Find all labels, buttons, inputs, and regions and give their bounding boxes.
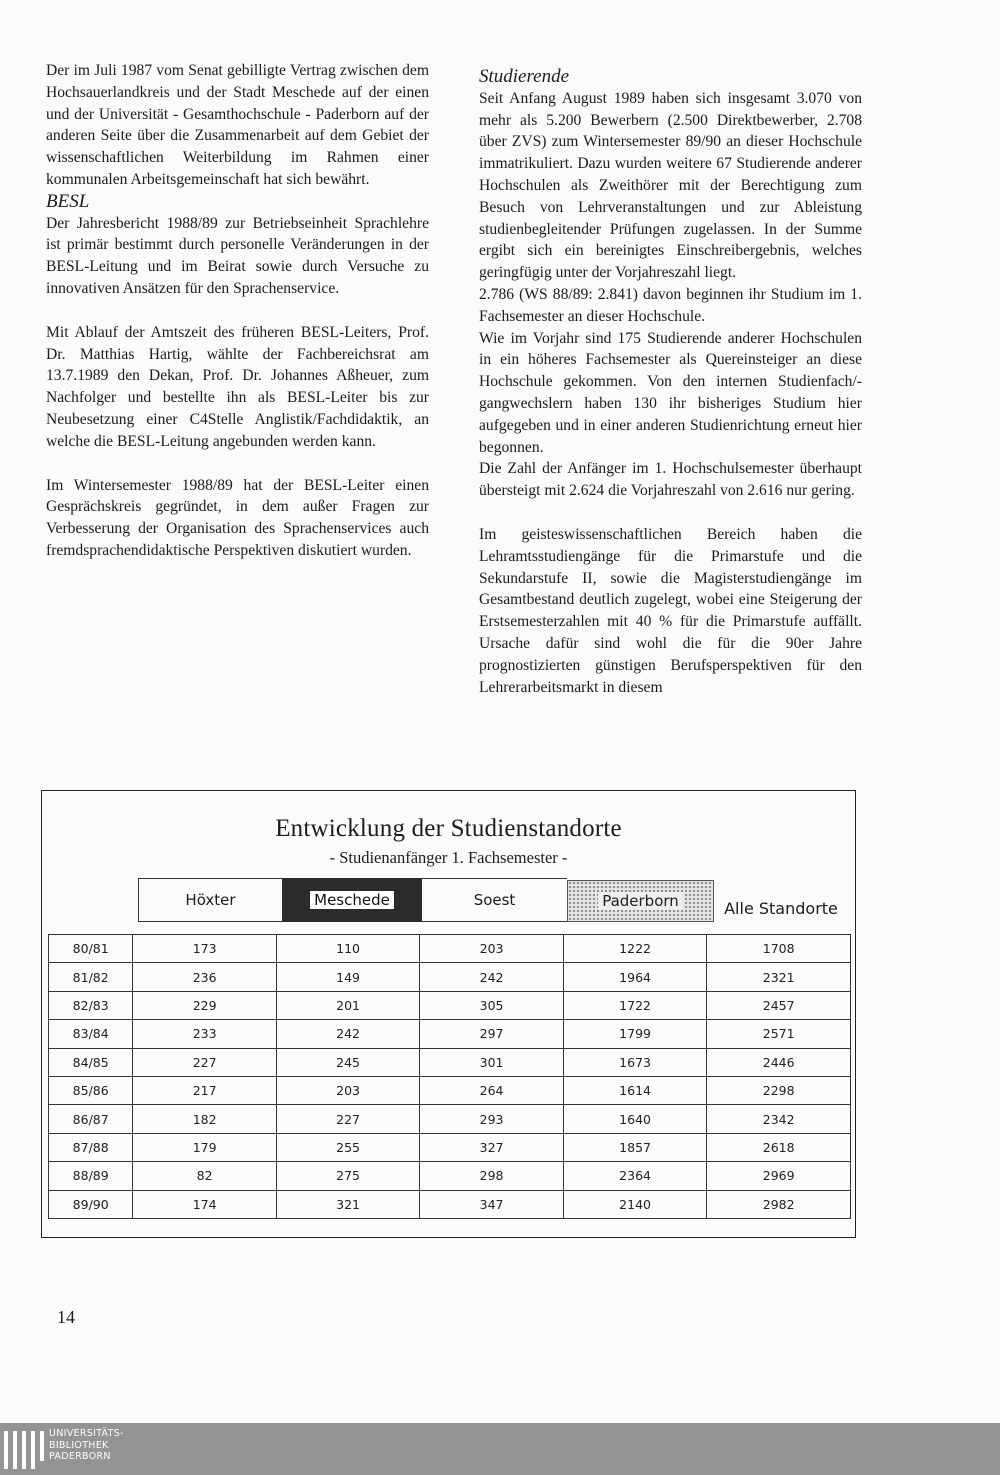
table-row <box>49 1076 851 1104</box>
studierende-paragraph-1d: Die Zahl der Anfänger im 1. Hochschulsemester überhaupt übersteigt mit 2.624 die Vorjahreszahl von 2.616 nur gering. <box>479 460 862 500</box>
value-cell: 2321 <box>707 963 851 991</box>
year-cell: 87/88 <box>49 1133 133 1161</box>
year-cell: 82/83 <box>49 991 133 1019</box>
legend-soest-label: Soest <box>473 891 516 909</box>
legend-hoexter <box>138 878 282 922</box>
value-cell: 229 <box>133 991 276 1019</box>
chart-subtitle: - Studienanfänger 1. Fachsemester - <box>329 848 568 867</box>
intro-paragraph: Der im Juli 1987 vom Senat gebilligte Vertrag zwischen dem Hochsauerlandkreis und der Stadt Meschede auf der einen und der Universität - Gesamthochschule - Paderborn auf der anderen Seite über die Zusammenarbeit auf dem Gebiet der wissenschaftlichen Weiterbildung im Rahmen einer kommunalen Arbeitsgemeinschaft hat sich bewährt. <box>46 62 429 188</box>
year-cell: 88/89 <box>49 1162 133 1190</box>
table-row <box>49 1048 851 1076</box>
value-cell: 1857 <box>563 1133 707 1161</box>
table-row <box>49 1133 851 1161</box>
value-cell: 1614 <box>563 1076 707 1104</box>
legend-meschede-label: Meschede <box>310 891 394 909</box>
table-row <box>49 991 851 1019</box>
legend-paderborn-label: Paderborn <box>598 892 683 910</box>
chart-title: Entwicklung der Studienstandorte <box>275 815 622 842</box>
value-cell: 255 <box>276 1133 419 1161</box>
studienstandorte-chart <box>41 790 856 1238</box>
page-number: 14 <box>57 1307 75 1327</box>
legend-alle-label: Alle Standorte <box>724 899 838 918</box>
table-row <box>49 1020 851 1048</box>
value-cell: 297 <box>420 1020 563 1048</box>
value-cell: 179 <box>133 1133 276 1161</box>
value-cell: 298 <box>420 1162 563 1190</box>
value-cell: 327 <box>420 1133 563 1161</box>
value-cell: 2342 <box>707 1105 851 1133</box>
year-cell: 84/85 <box>49 1048 133 1076</box>
library-name <box>49 1428 124 1463</box>
table-row <box>49 1105 851 1133</box>
library-footer <box>0 1423 1000 1475</box>
studierende-paragraph-1a: Seit Anfang August 1989 haben sich insgesamt 3.070 von mehr als 5.200 Bewerbern (2.500 Direktbewerber, 2.708 über ZVS) zum Wintersemester 89/90 an dieser Hochschule immatrikuliert. Dazu wurden weitere 67 Studierende anderer Hochschulen als Zweithörer mit der Berechtigung zum Besuch von Lehrveranstaltungen und zur Ableistung studienbegleitender Prüfungen zugelassen. In der Summe ergibt sich ein bereinigtes Einschreibergebnis, welches geringfügig unter der Vorjahreszahl liegt. <box>479 89 862 282</box>
value-cell: 2298 <box>707 1076 851 1104</box>
besl-paragraph-2: Mit Ablauf der Amtszeit des früheren BESL-Leiters, Prof. Dr. Matthias Hartig, wählte der Fachbereichsrat am 13.7.1989 den Dekan, Prof. Dr. Johannes Aßheuer, zum Nachfolger und bestellte ihn als BESL-Leiter bis zur Neubesetzung einer C4Stelle Anglistik/Fachdidaktik, an welche die BESL-Leitung angebunden werden kann. <box>46 323 429 450</box>
year-cell: 85/86 <box>49 1076 133 1104</box>
value-cell: 1673 <box>563 1048 707 1076</box>
legend-hoexter-label: Höxter <box>185 891 236 909</box>
studierende-paragraph-1b: 2.786 (WS 88/89: 2.841) davon beginnen ihr Studium im 1. Fachsemester an dieser Hochschule. <box>479 285 862 325</box>
value-cell: 321 <box>276 1190 419 1218</box>
right-column <box>479 66 862 698</box>
left-column <box>46 60 429 562</box>
table-row <box>49 963 851 991</box>
year-cell: 89/90 <box>49 1190 133 1218</box>
library-line-2: BIBLIOTHEK <box>49 1439 109 1451</box>
table-row <box>49 1190 851 1218</box>
besl-paragraph-3: Im Wintersemester 1988/89 hat der BESL-Leiter einen Gesprächskreis gegründet, in dem außer Fragen zur Verbesserung der Organisation des Sprachenservices auch fremdsprachendidaktische Perspektiven diskutiert wurden. <box>46 476 429 559</box>
value-cell: 275 <box>276 1162 419 1190</box>
value-cell: 2140 <box>563 1190 707 1218</box>
data-table <box>48 934 851 1219</box>
library-logo-icon <box>4 1431 44 1469</box>
besl-paragraph-1: Der Jahresbericht 1988/89 zur Betriebseinheit Sprachlehre ist primär bestimmt durch personelle Veränderungen in der BESL-Leitung und im Beirat sowie durch Versuche zu innovativen Ansätzen für den Sprachenservice. <box>46 214 429 297</box>
value-cell: 201 <box>276 991 419 1019</box>
library-line-1: UNIVERSITÄTS- <box>49 1428 124 1439</box>
value-cell: 2982 <box>707 1190 851 1218</box>
year-cell: 86/87 <box>49 1105 133 1133</box>
studierende-heading: Studierende <box>479 66 570 87</box>
table-row <box>49 1162 851 1190</box>
value-cell: 236 <box>133 963 276 991</box>
year-cell: 81/82 <box>49 963 133 991</box>
column-legend <box>138 878 848 922</box>
value-cell: 149 <box>276 963 419 991</box>
value-cell: 347 <box>420 1190 563 1218</box>
value-cell: 2618 <box>707 1133 851 1161</box>
year-cell: 83/84 <box>49 1020 133 1048</box>
year-cell: 80/81 <box>49 935 133 963</box>
value-cell: 2571 <box>707 1020 851 1048</box>
value-cell: 2969 <box>707 1162 851 1190</box>
value-cell: 217 <box>133 1076 276 1104</box>
value-cell: 1640 <box>563 1105 707 1133</box>
value-cell: 227 <box>133 1048 276 1076</box>
value-cell: 2457 <box>707 991 851 1019</box>
value-cell: 1964 <box>563 963 707 991</box>
value-cell: 1222 <box>563 935 707 963</box>
value-cell: 1799 <box>563 1020 707 1048</box>
legend-alle-standorte <box>714 878 848 922</box>
value-cell: 203 <box>276 1076 419 1104</box>
value-cell: 305 <box>420 991 563 1019</box>
studierende-paragraph-2: Im geisteswissenschaftlichen Bereich haben die Lehramtsstudiengänge für die Primarstufe und die Sekundarstufe II, sowie die Magisterstudiengänge im Gesamtbestand deutlich zugelegt, wobei eine Steigerung der Erstsemesterzahlen mit 40 % für die Primarstufe auffällt. Ursache dafür sind wohl die für die 90er Jahre prognostizierten günstigen Berufsperspektiven für den Lehrerarbeitsmarkt in diesem <box>479 525 862 696</box>
legend-paderborn <box>567 880 714 922</box>
value-cell: 1722 <box>563 991 707 1019</box>
value-cell: 203 <box>420 935 563 963</box>
studierende-paragraph-1c: Wie im Vorjahr sind 175 Studierende anderer Hochschulen in ein höheres Fachsemester als Quereinsteiger an diese Hochschule gekommen. Von den internen Studienfach/-gangwechslern haben 130 ihr bisheriges Studium hier aufgegeben und in einer anderen Studienrichtung erneut hier begonnen. <box>479 329 862 456</box>
besl-heading: BESL <box>46 190 90 212</box>
value-cell: 233 <box>133 1020 276 1048</box>
value-cell: 2446 <box>707 1048 851 1076</box>
value-cell: 227 <box>276 1105 419 1133</box>
value-cell: 174 <box>133 1190 276 1218</box>
value-cell: 264 <box>420 1076 563 1104</box>
value-cell: 301 <box>420 1048 563 1076</box>
library-line-3: PADERBORN <box>49 1451 111 1462</box>
value-cell: 173 <box>133 935 276 963</box>
value-cell: 242 <box>276 1020 419 1048</box>
value-cell: 293 <box>420 1105 563 1133</box>
value-cell: 245 <box>276 1048 419 1076</box>
value-cell: 1708 <box>707 935 851 963</box>
legend-meschede <box>282 878 422 922</box>
value-cell: 242 <box>420 963 563 991</box>
value-cell: 182 <box>133 1105 276 1133</box>
value-cell: 2364 <box>563 1162 707 1190</box>
value-cell: 82 <box>133 1162 276 1190</box>
value-cell: 110 <box>276 935 419 963</box>
legend-soest <box>422 878 567 922</box>
table-row <box>49 935 851 963</box>
